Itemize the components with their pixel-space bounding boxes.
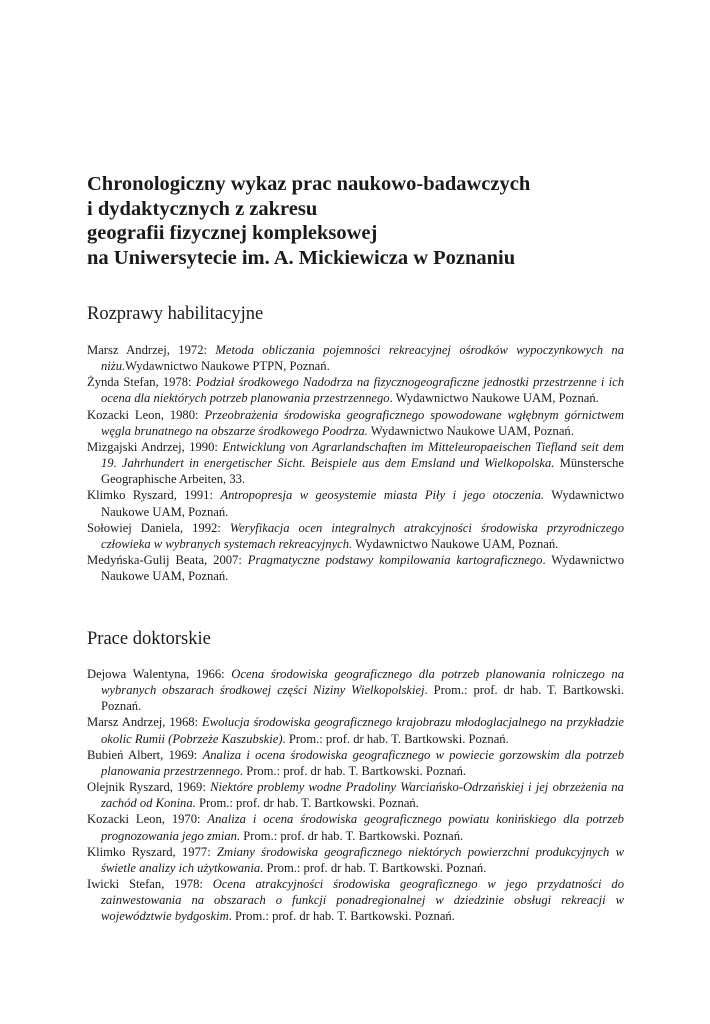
bibliography-entry: [87, 407, 624, 439]
entry-publication: Münstersche Geographische Arbeiten, 33.: [101, 456, 624, 487]
bibliography-entry: [87, 520, 624, 552]
bibliography-entry: [87, 876, 624, 924]
entry-title: Zmiany środowiska geograficznego niektórych powierzchni produkcyjnych w świetle analizy ich użytkowania: [101, 844, 624, 875]
entry-publication: Prom.: prof. dr hab. T. Bartkowski. Poznań.: [240, 828, 464, 843]
entry-title: Pragmatyczne podstawy kompilowania kartograficznego: [247, 553, 543, 568]
entry-author: Kozacki Leon, 1970:: [87, 812, 208, 827]
entry-author: Marsz Andrzej, 1972:: [87, 343, 216, 357]
entry-author: Medyńska-Gulij Beata, 2007:: [87, 553, 248, 568]
bibliography-entry: [87, 811, 624, 843]
bibliography-entry: [87, 487, 624, 519]
entry-author: Iwicki Stefan, 1978:: [87, 877, 213, 892]
entry-author: Żynda Stefan, 1978:: [87, 375, 196, 390]
entry-publication: . Prom.: prof. dr hab. T. Bartkowski. Poznań.: [282, 731, 509, 746]
section-heading-habilitations: Rozprawy habilitacyjne: [87, 304, 264, 324]
entry-publication: Wydawnictwo Naukowe PTPN, Poznań.: [125, 359, 330, 374]
bibliography-entry: [87, 844, 624, 876]
entry-title: Ewolucja środowiska geograficznego krajobrazu młodoglacjalnego na przykładzie okolic Rumii (Pobrzeże Kaszubskie): [101, 715, 624, 746]
entry-publication: . Prom.: prof. dr hab. T. Bartkowski. Poznań.: [101, 683, 624, 714]
entry-author: Olejnik Ryszard, 1969:: [87, 780, 211, 795]
entry-title: Metoda obliczania pojemności rekreacyjnej ośrodków wypoczynkowych na niżu.: [101, 343, 624, 374]
doctorate-list: [87, 666, 624, 925]
entry-author: Mizgajski Andrzej, 1990:: [87, 439, 223, 454]
entry-title: Analiza i ocena środowiska geograficznego powiatu konińskiego dla potrzeb prognozowania jego zmian.: [101, 812, 624, 843]
entry-publication: Prom.: prof. dr hab. T. Bartkowski. Poznań.: [195, 796, 419, 811]
entry-title: Podział środkowego Nadodrza na fizycznogeograficzne jednostki przestrzenne i ich ocena dla niektórych potrzeb planowania przestrzennego: [101, 375, 624, 406]
entry-author: Sołowiej Daniela, 1992:: [87, 520, 230, 535]
section-heading-doctorates: Prace doktorskie: [87, 629, 211, 649]
entry-title: Ocena atrakcyjności środowiska geograficznego w jego przydatności do zainwestowania na obszarach o funkcji ponadregionalnej w dziedzinie obsługi rekreacji w województwie bydgoskim: [101, 877, 624, 924]
entry-title: Ocena środowiska geograficznego dla potrzeb planowania rolniczego na wybranych obszarach środkowej części Niziny Wielkopolskiej: [101, 667, 624, 698]
entry-author: Marsz Andrzej, 1968:: [87, 715, 203, 730]
bibliography-entry: [87, 714, 624, 746]
bibliography-entry: [87, 552, 624, 584]
entry-title: Entwicklung von Agrarlandschaften im Mitteleuropaeischen Tiefland seit dem 19. Jahrhundert in energetischer Sicht. Beispiele aus dem Emsland und Wielkopolska.: [101, 439, 624, 471]
bibliography-entry: [87, 374, 624, 406]
entry-publication: Wydawnictwo Naukowe UAM, Poznań.: [352, 536, 559, 551]
bibliography-entry: [87, 779, 624, 811]
entry-title: Analiza i ocena środowiska geograficznego w powiecie gorzowskim dla potrzeb planowania przestrzennego: [101, 747, 624, 778]
entry-publication: Wydawnictwo Naukowe UAM, Poznań.: [367, 423, 574, 438]
entry-author: Bubień Albert, 1969:: [87, 747, 203, 762]
entry-publication: . Prom.: prof. dr hab. T. Bartkowski. Poznań.: [239, 763, 467, 778]
title-line: geografii fizycznej kompleksowej: [87, 222, 378, 244]
title-line: na Uniwersytecie im. A. Mickiewicza w Poznaniu: [87, 246, 516, 269]
entry-title: Weryfikacja ocen integralnych atrakcyjności środowiska przyrodniczego człowieka w wybranych systemach rekreacyjnych.: [101, 520, 625, 551]
habilitation-list: [87, 342, 624, 584]
entry-author: Dejowa Walentyna, 1966:: [87, 667, 232, 681]
entry-author: Klimko Ryszard, 1977:: [87, 844, 218, 859]
title-line: Chronologiczny wykaz prac naukowo-badawczych: [87, 173, 531, 195]
title-line: i dydaktycznych z zakresu: [87, 197, 318, 220]
bibliography-entry: [87, 342, 624, 374]
page-title: [87, 172, 624, 270]
entry-publication: . Prom.: prof. dr hab. T. Bartkowski. Poznań.: [228, 909, 455, 924]
entry-publication: Wydawnictwo Naukowe UAM, Poznań.: [101, 488, 624, 519]
bibliography-entry: [87, 439, 624, 487]
entry-author: Klimko Ryszard, 1991:: [87, 488, 221, 503]
entry-publication: . Wydawnictwo Naukowe UAM, Poznań.: [101, 553, 624, 584]
entry-publication: . Wydawnictwo Naukowe UAM, Poznań.: [389, 391, 599, 406]
entry-title: Antropopresja w geosystemie miasta Piły i jego otoczenia.: [220, 488, 545, 503]
entry-title: Niektóre problemy wodne Pradoliny Warciańsko-Odrzańskiej i jej obrzeżenia na zachód od Konina.: [101, 780, 624, 811]
entry-publication: . Prom.: prof. dr hab. T. Bartkowski. Poznań.: [260, 860, 487, 875]
bibliography-entry: [87, 666, 624, 714]
entry-author: Kozacki Leon, 1980:: [87, 407, 205, 422]
entry-title: Przeobrażenia środowiska geograficznego spowodowane wgłębnym górnictwem węgla brunatnego na obszarze środkowego Poodrza.: [101, 407, 624, 438]
bibliography-entry: [87, 747, 624, 779]
